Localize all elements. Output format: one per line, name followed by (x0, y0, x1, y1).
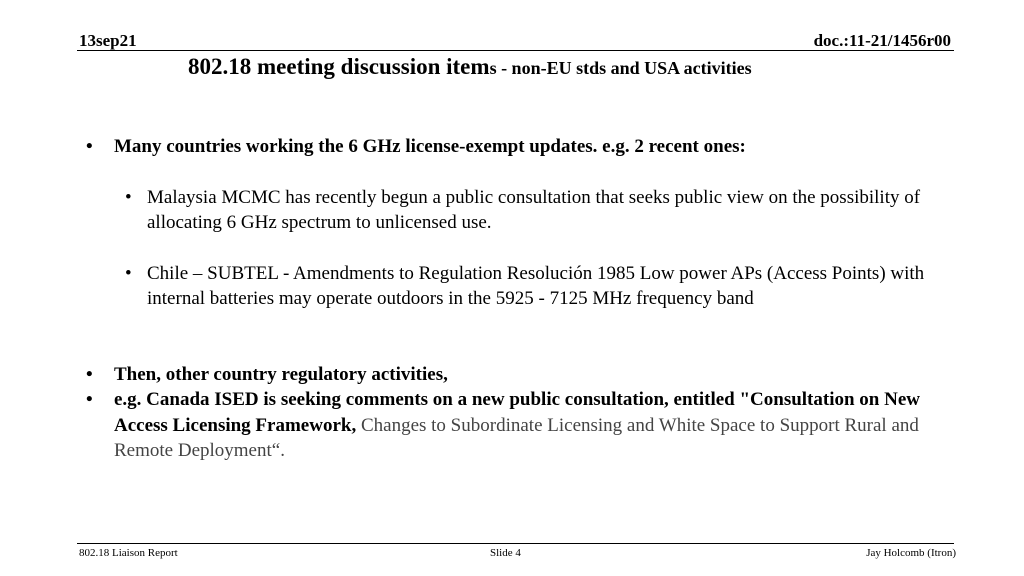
sub-bullet-chile (82, 261, 962, 312)
bullet-dot-icon: • (86, 136, 93, 157)
footer-slide-number: Slide 4 (490, 547, 521, 559)
bullet-canada (82, 387, 962, 464)
footer-left: 802.18 Liaison Report (79, 547, 178, 559)
footer-divider (77, 543, 954, 544)
bullet-countries-text: Many countries working the 6 GHz license-exempt updates. e.g. 2 recent ones: (114, 136, 746, 157)
slide-title (188, 54, 752, 80)
bullet-dot-icon: • (86, 389, 93, 410)
slide-title-main: 802.18 meeting discussion item (188, 54, 490, 79)
sub-bullet-malaysia (82, 185, 962, 236)
header-divider (77, 50, 954, 51)
bullet-dot-icon: • (125, 186, 132, 208)
bullet-canada-bold-text: e.g. Canada ISED is seeking comments on a new public consultation, entitled "Consultation on New Access Licensing Framework, (114, 389, 920, 436)
bullet-dot-icon: • (125, 262, 132, 284)
bullet-dot-icon: • (86, 363, 93, 385)
bullet-canada-rest-text: Changes to Subordinate Licensing and White Space to Support Rural and Remote Deployment“. (114, 414, 919, 461)
bullet-other-regulatory (82, 362, 962, 388)
bullet-other-regulatory-text: Then, other country regulatory activities, (114, 363, 448, 385)
header-date: 13sep21 (79, 31, 137, 50)
footer-author: Jay Holcomb (Itron) (866, 547, 956, 559)
bullet-countries (82, 134, 962, 160)
slide-content (82, 134, 962, 464)
slide-title-sub: s - non-EU stds and USA activities (489, 58, 752, 78)
sub-bullet-chile-text: Chile – SUBTEL - Amendments to Regulation Resolución 1985 Low power APs (Access Points) with internal batteries may operate outdoors in the 5925 - 7125 MHz frequency band (147, 262, 925, 309)
sub-bullet-malaysia-text: Malaysia MCMC has recently begun a public consultation that seeks public view on the possibility of allocating 6 GHz spectrum to unlicensed use. (147, 186, 921, 233)
header-doc-id: doc.:11-21/1456r00 (813, 31, 951, 50)
